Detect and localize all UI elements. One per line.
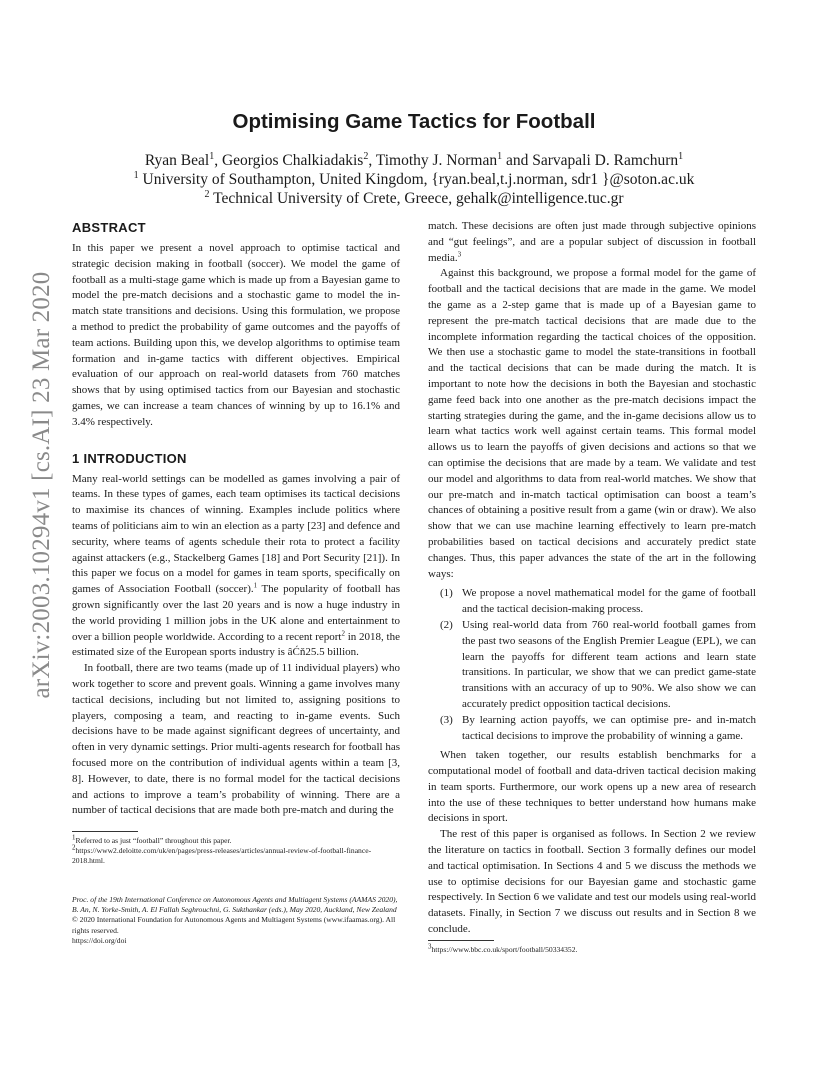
copyright-text: © 2020 International Foundation for Autonomous Agents and Multiagent Systems (www.ifaamas.org). All rights reserved. (72, 915, 396, 935)
affiliation-mark: 1 (133, 170, 139, 181)
list-item-text: Using real-world data from 760 real-world football games from the past two seasons of the English Premier League (EPL), we can learn the payoffs for different team actions and learn state transitions. In particular, we show that we can predict game-state transitions with an accuracy of up to 90%. We also show we can accurately predict opposition tactical decisions. (462, 618, 756, 710)
left-column (72, 220, 400, 866)
list-item (440, 586, 756, 618)
author-separator: and (502, 152, 533, 170)
text-run: match. These decisions are often just made through subjective opinions and “gut feelings”, and are a popular subject of discussion in football media. (428, 220, 756, 264)
arxiv-identifier (22, 271, 62, 699)
intro-paragraph-4: Against this background, we propose a formal model for the game of football and the tactical decisions that are made in the game. We model the game as a 2-step game that is made up of a Bayesian game to represent the pre-match tactical decisions that are made due to the incomplete information regarding the tactical choices of the opposition. We then use a stochastic game to model the state-transitions in football and the tactical decisions that can be made during the match. It is important to note how the decisions in both the Bayesian and stochastic game feed back into one another as the pre-match decisions impact the starting strategies during the game, and the in-game decisions allow us to learn what tactics work well against certain teams. This formal model allows us to learn the payoffs of given decisions and actions so that we can optimise the decisions that are made by a team. We validate and test our model and algorithms to data from real-world matches. We show that our pre-match and in-match tactical optimisation can boost a team’s chances of obtaining a positive result from a game (win or draw). We also show that we can use machine learning effectively to learn pre-match probabilities based on tactical decisions and accurately predict state changes. Thus, this paper advances the state of the art in the following ways: (428, 267, 756, 580)
footnote-divider (72, 831, 138, 832)
intro-paragraph-6: The rest of this paper is organised as follows. In Section 2 we review the literature on tactics in football. Section 3 formally defines our model and tactical optimisation. In Sections 4 and 5 we discuss the methods we use to optimise decisions for our Bayesian game and stochastic game respectively. In Section 6 we validate and test our models using real-world datasets. Finally, in Section 7 we discuss out results and in Section 8 we conclude. (428, 828, 756, 936)
paper-title: Optimising Game Tactics for Football (232, 110, 596, 133)
affiliation-text: Technical University of Crete, Greece, gehalk@intelligence.tuc.gr (213, 190, 624, 208)
list-item (440, 713, 756, 745)
footnote-text: https://www.bbc.co.uk/sport/football/50334352. (431, 945, 578, 954)
author-affiliation-mark: 1 (497, 151, 503, 162)
list-item (440, 618, 756, 713)
footnote (428, 942, 758, 955)
introduction-heading: 1 INTRODUCTION (72, 450, 187, 466)
affiliation-line (0, 189, 828, 208)
footnote-mark: 2 (72, 843, 76, 852)
arxiv-id-text: arXiv:2003.10294v1 [cs.AI] 23 Mar 2020 (28, 271, 55, 699)
author-name: Sarvapali D. Ramchurn (532, 152, 679, 170)
footnote-mark: 3 (428, 942, 432, 951)
footnote (72, 843, 400, 866)
affiliation-text: University of Southampton, United Kingdom, {ryan.beal,t.j.norman, sdr1 }@soton.ac.uk (142, 171, 695, 189)
author-affiliation-mark: 2 (363, 151, 369, 162)
text-run: Many real-world settings can be modelled as games involving a pair of teams. In these types of games, each team optimises its tactical decisions to maximise its chances of winning. Examples include politics where teams of politicians aim to win an election as a party [23] and defence and security, where teams of agents schedule their rota to protect a facility against attackers (e.g., Stackelberg Games [18] and Port Security [21]). In this paper we focus on a model for games in team sports, specifically on games of Association Football (soccer). (72, 472, 400, 596)
contribution-list (428, 586, 756, 744)
list-item-text: We propose a novel mathematical model for the game of football and the tactical decision-making process. (462, 587, 756, 616)
author-name: Timothy J. Norman (375, 152, 498, 170)
intro-paragraph-1 (72, 472, 400, 662)
author-list (0, 151, 828, 170)
footnote-ref: 2 (341, 628, 345, 637)
proceedings-text: Proc. of the 19th International Conference on Autonomous Agents and Multiagent Systems (AAMAS 2020), B. An, N. Yorke-Smith, A. El Fallah Seghrouchni, G. Sukthankar (eds.), May 2020, Auckland, New Zealand (72, 895, 398, 915)
right-footnotes (428, 940, 758, 955)
list-number: (1) (440, 587, 453, 600)
intro-paragraph-3 (428, 219, 756, 266)
footnote-text: Referred to as just “football” throughout this paper. (75, 836, 232, 846)
text-run: in 2018, the estimated size of the European sports industry is âĆň25.5 billion. (72, 630, 400, 659)
proceedings-block (72, 895, 402, 946)
intro-paragraph-5: When taken together, our results establish benchmarks for a computational model of football and data-driven tactical decision making in team sports. Furthermore, our work opens up a new area of research into the use of these techniques to better understand how humans make decisions in sport. (428, 749, 756, 825)
footnote (72, 833, 400, 846)
right-column (428, 220, 756, 938)
author-separator: , (214, 152, 222, 170)
footnote-ref: 1 (253, 581, 258, 590)
footnote-ref: 3 (457, 249, 462, 258)
abstract-text: In this paper we present a novel approach to optimise tactical and strategic decision making in football (soccer). We model the game of football as a multi-stage game which is made up from a Bayesian game to model the pre-match decisions and a stochastic game to model the in-match state transitions and decisions. Using this formulation, we propose a method to predict the probability of game outcomes and the payoffs of team actions. Building upon this, we develop algorithms to optimise team formation and in-game tactics with different objectives. Empirical evaluation of our approach on real-world datasets from 760 matches shows that by using optimised tactics from our Bayesian and stochastic games, we can increase a team chances of winning by up to 16.1% and 3.4% respectively. (72, 242, 400, 428)
author-separator: , (368, 152, 376, 170)
intro-paragraph-2: In football, there are two teams (made up of 11 individual players) who work together to score and prevent goals. Winning a game involves many tactical decisions, including but not limited to, assigning positions to players, composing a team, and reacting to in-game events. Such decisions have to be made against significant degrees of uncertainty, and often in very dynamic settings. Prior multi-agents research for football has focused more on the contribution of individual agents within a team [3, 8]. However, to date, there is no formal model for the tactical decisions and actions to improve a team’s probability of winning. There are a number of tactical decisions that are made both pre-match and during the (72, 662, 400, 817)
affiliation-line (0, 170, 828, 189)
author-name: Ryan Beal (144, 152, 210, 170)
author-name: Georgios Chalkiadakis (221, 152, 364, 170)
footnote-text: https://www2.deloitte.com/uk/en/pages/press-releases/articles/annual-review-of-football-finance-2018.html. (72, 846, 372, 866)
doi-text: https://doi.org/doi (72, 935, 127, 945)
list-item-text: By learning action payoffs, we can optimise pre- and in-match tactical decisions to improve the probability of winning a game. (462, 713, 756, 742)
footnote-divider (428, 940, 494, 941)
list-number: (3) (440, 713, 453, 726)
abstract-heading: ABSTRACT (72, 220, 146, 235)
text-run: The popularity of football has grown significantly over the last 20 years and is now a huge industry in the world providing 1 million jobs in the UK alone and entertainment to over a billion people worldwide. According to a recent report (72, 583, 400, 643)
author-affiliation-mark: 1 (209, 151, 215, 162)
affiliation-mark: 2 (204, 189, 210, 200)
footnote-mark: 1 (72, 833, 76, 842)
list-number: (2) (440, 618, 453, 631)
author-affiliation-mark: 1 (678, 151, 684, 162)
